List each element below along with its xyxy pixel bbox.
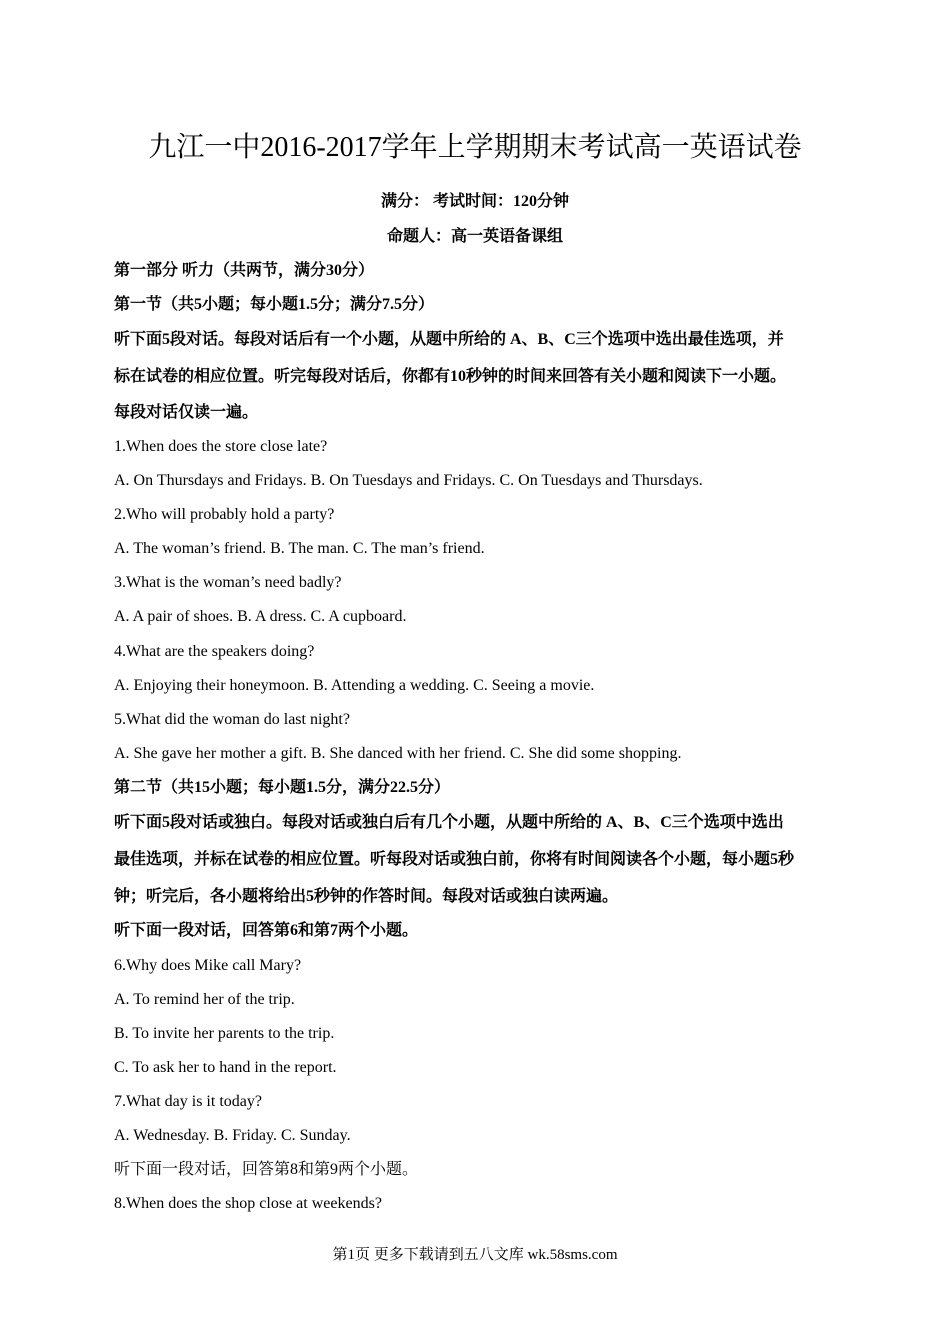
question-2-options: A. The woman’s friend. B. The man. C. The man’s friend. [114, 540, 485, 557]
question-6: 6.Why does Mike call Mary? [114, 957, 302, 974]
section1-heading: 第一节（共5小题；每小题1.5分；满分7.5分） [114, 296, 435, 313]
question-1: 1.When does the store close late? [114, 438, 328, 455]
question-6-option-c: C. To ask her to hand in the report. [114, 1059, 337, 1076]
dialog-intro: 听下面一段对话，回答第6和第7两个小题。 [114, 922, 419, 939]
question-6-option-b: B. To invite her parents to the trip. [114, 1025, 335, 1042]
question-6-option-a: A. To remind her of the trip. [114, 991, 295, 1008]
dialog-intro: 听下面一段对话，回答第8和第9两个小题。 [114, 1161, 419, 1178]
section2-heading: 第二节（共15小题；每小题1.5分，满分22.5分） [114, 779, 451, 796]
question-3-options: A. A pair of shoes. B. A dress. C. A cupboard. [114, 608, 407, 625]
section2-instruction-line: 钟；听完后，各小题将给出5秒钟的作答时间。每段对话或独白读两遍。 [114, 888, 619, 905]
question-5-options: A. She gave her mother a gift. B. She danced with her friend. C. She did some shopping. [114, 745, 682, 762]
question-7-options: A. Wednesday. B. Friday. C. Sunday. [114, 1127, 351, 1144]
section1-instruction-line: 听下面5段对话。每段对话后有一个小题，从题中所给的 A、B、C三个选项中选出最佳选项，并 [114, 331, 784, 348]
section1-instruction-line: 每段对话仅读一遍。 [114, 404, 259, 421]
section2-instruction-line: 听下面5段对话或独白。每段对话或独白后有几个小题，从题中所给的 A、B、C三个选项中选出 [114, 814, 784, 831]
question-3: 3.What is the woman’s need badly? [114, 574, 342, 591]
author-line: 命题人：高一英语备课组 [386, 228, 563, 245]
question-2: 2.Who will probably hold a party? [114, 506, 335, 523]
section1-instruction-line: 标在试卷的相应位置。听完每段对话后，你都有10秒钟的时间来回答有关小题和阅读下一小题。 [114, 368, 787, 385]
page-footer: 第1页 更多下载请到五八文库 wk.58sms.com [332, 1247, 618, 1263]
question-1-options: A. On Thursdays and Fridays. B. On Tuesdays and Fridays. C. On Tuesdays and Thursdays. [114, 472, 703, 489]
score-time-line: 满分： 考试时间：120分钟 [380, 193, 569, 210]
question-5: 5.What did the woman do last night? [114, 711, 350, 728]
question-4-options: A. Enjoying their honeymoon. B. Attending a wedding. C. Seeing a movie. [114, 677, 595, 694]
part1-heading: 第一部分 听力（共两节，满分30分） [114, 262, 375, 279]
question-7: 7.What day is it today? [114, 1093, 262, 1110]
section2-instruction-line: 最佳选项，并标在试卷的相应位置。听每段对话或独白前，你将有时间阅读各个小题，每小题5秒 [114, 851, 795, 868]
page-title: 九江一中2016-2017学年上学期期末考试高一英语试卷 [148, 132, 802, 163]
question-8: 8.When does the shop close at weekends? [114, 1195, 382, 1212]
question-4: 4.What are the speakers doing? [114, 643, 315, 660]
